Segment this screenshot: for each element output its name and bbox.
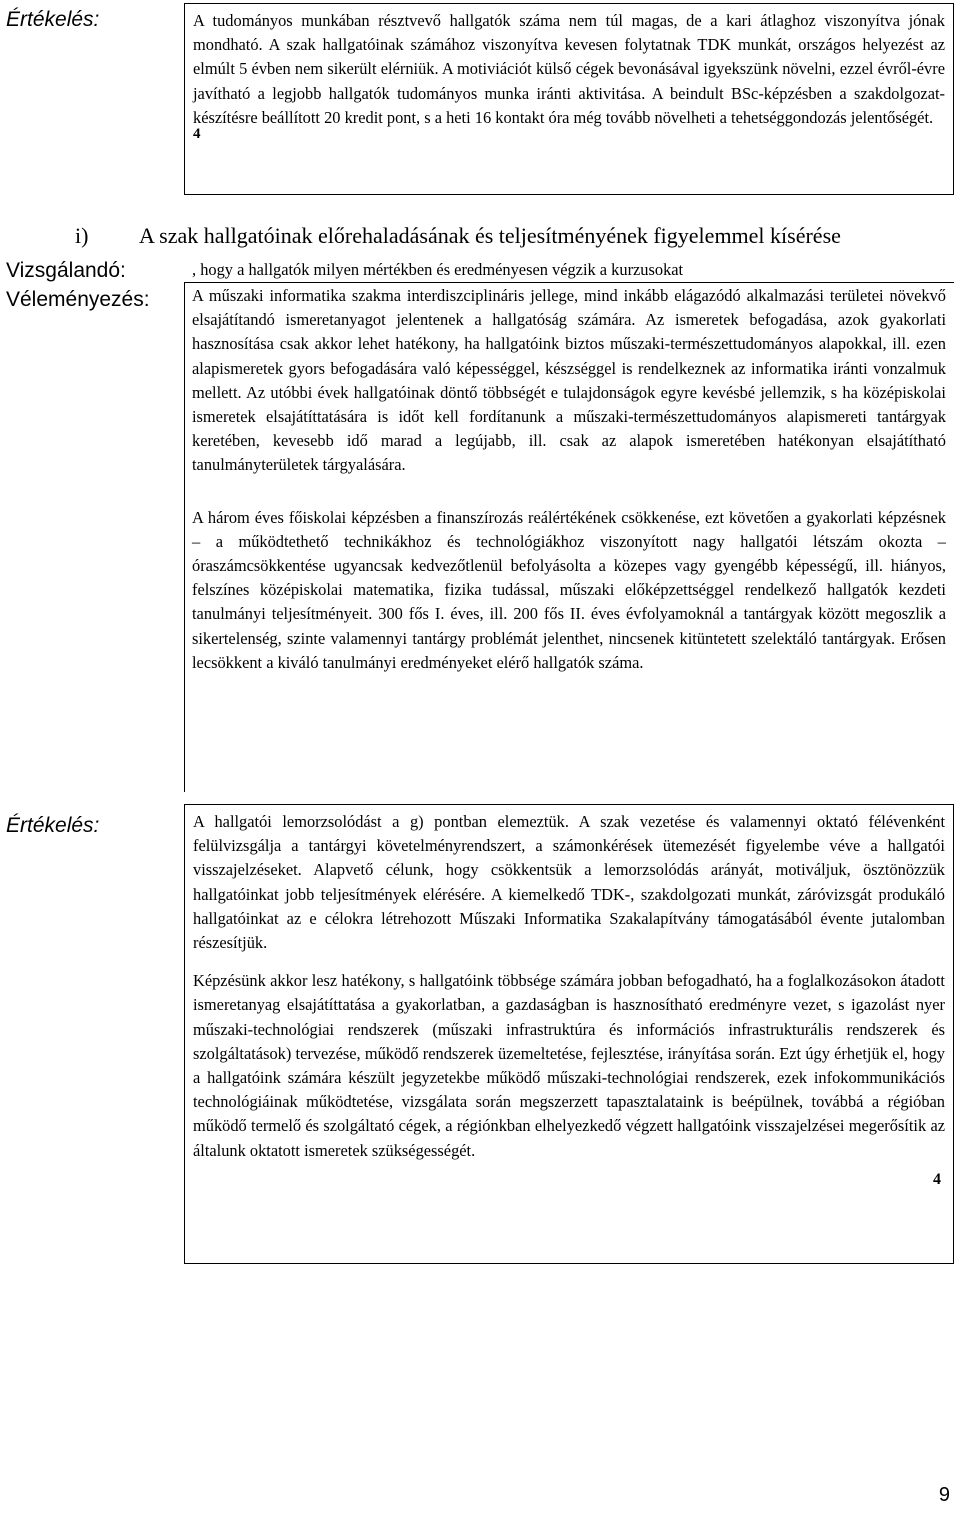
- vizsgalando-label: Vizsgálandó:: [6, 259, 126, 282]
- bottom-evaluation-box: [184, 804, 954, 1264]
- section-number: i): [75, 223, 89, 248]
- bottom-evaluation-label: Értékelés:: [6, 814, 100, 837]
- top-evaluation-box: [184, 3, 954, 195]
- top-evaluation-score: 4: [193, 126, 201, 143]
- section-heading: [75, 222, 841, 250]
- velemenyezes-paragraph-1: A műszaki informatika szakma interdiszciplináris jellege, mind inkább elágazódó alkalmazási területei növekvő elsajátítandó ismeretanyagot jelentenek a hallgatóság számára. Az ismeretek befogadása, azok gyakorlati hasznosítása csak akkor lehet hatékony, ha hallgatóink biztos műszaki-természettudományos alapokkal, ill. ezen alapismeretek gyors befogadására való képességgel, készséggel is rendelkeznek az informatika iránti vonzalmuk mellett. Az utóbbi évek hallgatóinak döntő többségét e tulajdonságok egyre kevésbé jellemzik, s ha középiskolai ismeretek elsajátíttatására is időt kell fordítanunk a műszaki-természettudományos alapismereti tantárgyak keretében, kevesebb idő marad a legújabb, ill. csak az alapok ismeretében hatékonyan elsajátítható tanulmányterületek tárgyalására.: [192, 286, 946, 475]
- velemenyezes-label: Véleményezés:: [6, 288, 150, 311]
- section-title: A szak hallgatóinak előrehaladásának és teljesítményének figyelemmel kísérése: [139, 223, 841, 248]
- page-number: 9: [938, 1484, 950, 1506]
- velemenyezes-paragraph-2: A három éves főiskolai képzésben a finanszírozás reálértékének csökkenése, ezt követően a gyakorlati képzésnek – a működtethető technikákhoz és technológiákhoz viszonyított nagy hallgatói létszám okozta – óraszámcsökkentése ugyancsak kedvezőtlenül befolyásolta a közepes vagy gyengébb képességű, ill. hiányos, felszínes középiskolai matematika, fizika tudással, műszaki előképzettséggel rendelkező hallgatók kezdeti tanulmányi teljesítményeit. 300 fős I. éves, ill. 200 fős II. éves évfolyamoknál a tantárgyak között megoszlik a sikertelenség, szinte valamennyi tantárgy problémát jelenthet, nincsenek kitüntetett szelektáló tantárgyak. Erősen lecsökkent a kiváló tanulmányi eredményeket elérő hallgatók száma.: [192, 507, 946, 672]
- vizsgalando-text: , hogy a hallgatók milyen mértékben és eredményesen végzik a kurzusokat: [192, 260, 684, 279]
- bottom-evaluation-paragraph-2: Képzésünk akkor lesz hatékony, s hallgatóink többsége számára jobban befogadható, ha a foglalkozásokon átadott ismeretanyag elsajátíttatása a gyakorlatban, a gazdaságban is hasznosítható eredményre vezet, s igazolást nyer műszaki-technológiai rendszerek (műszaki infrastruktúra és információs infrastrukturális rendszerek és szolgáltatások) tervezése, működő rendszerek üzemeltetése, fejlesztése, irányítása során. Ezt úgy érhetjük el, hogy a hallgatóink számára készült jegyzetekbe működő műszaki-technológiai rendszerek, ezek infokommunikációs technológiáinak működtetése, vizsgálata során megszerzett tapasztalataink is beépülnek, továbbá a régióban működő termelő és szolgáltató cégek, a régiónkban elhelyezkedő végzett hallgatóink visszajelzései megerősítik az általunk oktatott ismeretek szükségességét.: [193, 971, 945, 1160]
- bottom-evaluation-paragraph-1: A hallgatói lemorzsolódást a g) pontban elemeztük. A szak vezetése és valamennyi oktató félévenként felülvizsgálja a tantárgyi követelményrendszert, a számonkérések ütemezését figyelembe véve a hallgatói visszajelzéseket. Alapvető célunk, hogy csökkentsük a lemorzsolódás arányát, motiváljuk, ösztönözzük hallgatóinkat jobb teljesítmények elérésére. A kiemelkedő TDK-, szakdolgozati munkát, záróvizsgát produkáló hallgatóinkat az e célokra létrehozott Műszaki Informatika Szakalapítvány támogatásából évente jutalomban részesítjük.: [193, 812, 945, 953]
- vizsgalando-divider: [184, 282, 954, 283]
- velemenyezes-content: [184, 284, 954, 675]
- bottom-evaluation-score: 4: [933, 1170, 941, 1188]
- top-evaluation-label: Értékelés:: [6, 8, 100, 31]
- top-evaluation-text: A tudományos munkában résztvevő hallgatók száma nem túl magas, de a kari átlaghoz viszonyítva jónak mondható. A szak hallgatóinak számához viszonyítva kevesen folytatnak TDK munkát, országos helyezést az elmúlt 5 évben nem sikerült elérniük. A motiviációt külső cégek bevonásával igyekszünk növelni, ezzel évről-évre javítható a legjobb hallgatók tudományos munka iránti aktivitása. A beindult BSc-képzésben a szakdolgozat-készítésre beállított 20 kredit pont, s a heti 16 kontakt óra még tovább növelheti a tehetséggondozás jelentőségét.: [193, 11, 945, 127]
